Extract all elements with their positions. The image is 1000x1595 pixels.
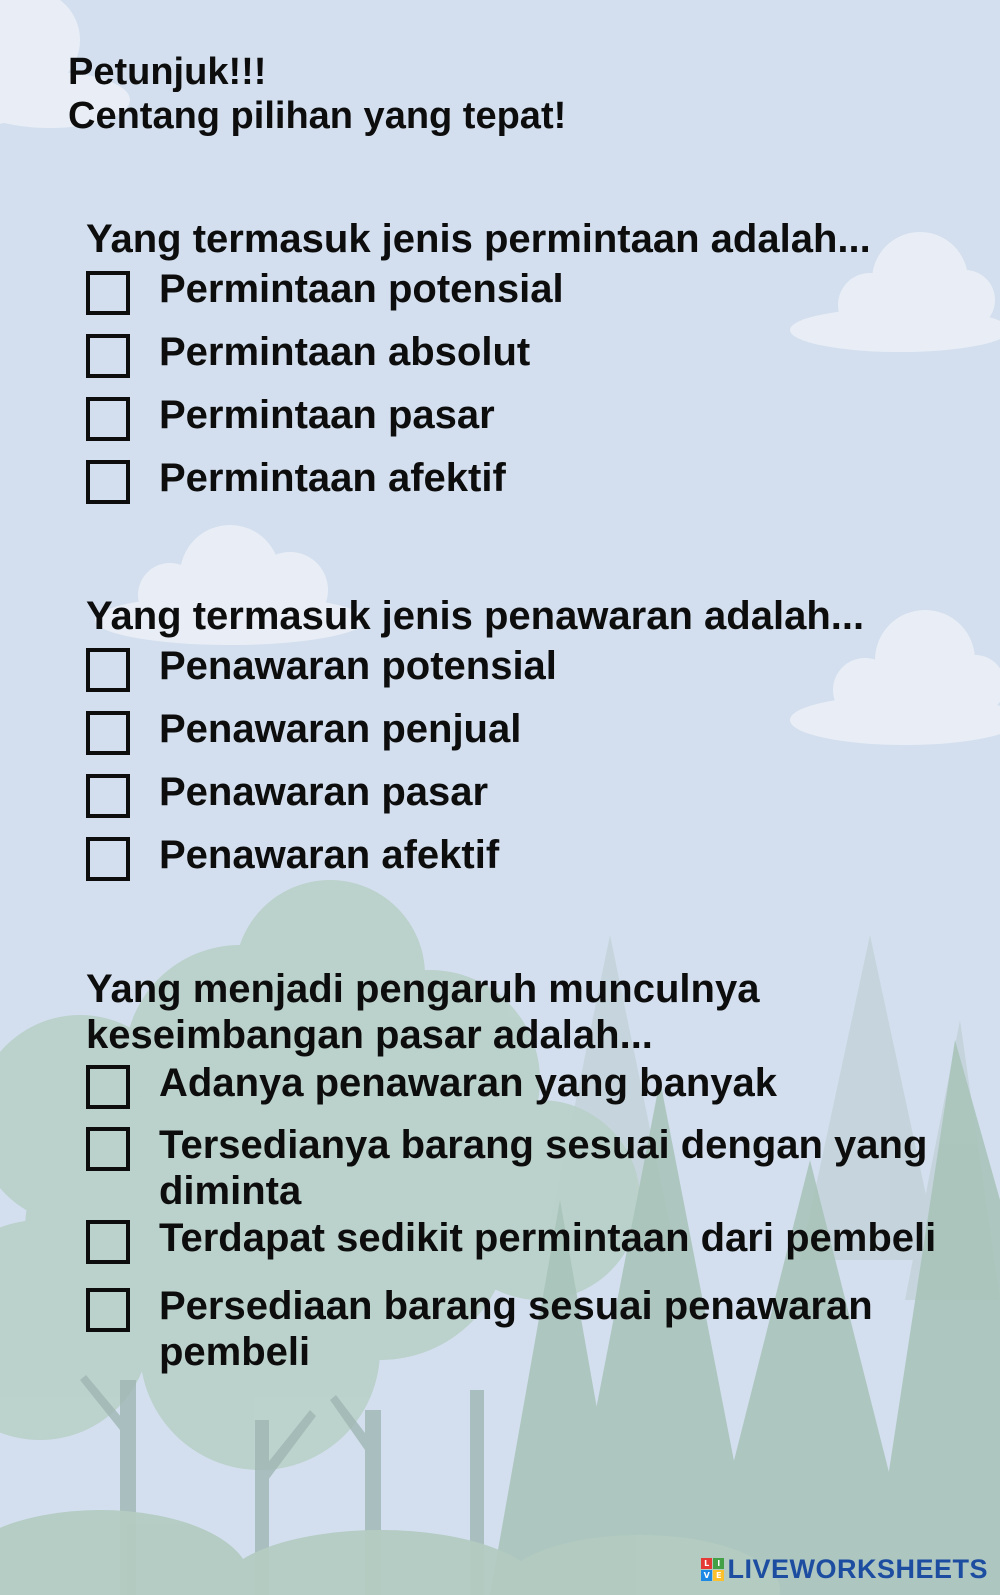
- checkbox-icon[interactable]: [86, 460, 130, 504]
- checkbox-icon[interactable]: [86, 1220, 130, 1264]
- option-2-1[interactable]: [86, 643, 986, 692]
- option-3-2[interactable]: [86, 1122, 986, 1214]
- option-1-3[interactable]: [86, 392, 986, 441]
- option-label[interactable]: Permintaan potensial: [159, 267, 564, 311]
- checkbox-icon[interactable]: [86, 1288, 130, 1332]
- checkbox-icon[interactable]: [86, 1065, 130, 1109]
- liveworksheets-logo-icon: [701, 1558, 724, 1581]
- checkbox-icon[interactable]: [86, 334, 130, 378]
- checkbox-icon[interactable]: [86, 1127, 130, 1171]
- option-3-4[interactable]: [86, 1283, 986, 1375]
- option-3-3[interactable]: [86, 1215, 986, 1264]
- option-3-1[interactable]: [86, 1060, 986, 1109]
- option-1-1[interactable]: [86, 266, 986, 315]
- option-2-2[interactable]: [86, 706, 986, 755]
- checkbox-icon[interactable]: [86, 271, 130, 315]
- option-label[interactable]: Permintaan afektif: [159, 456, 506, 500]
- option-label[interactable]: Penawaran pasar: [159, 770, 489, 814]
- option-label[interactable]: Tersedianya barang sesuai dengan yang diminta: [159, 1123, 928, 1213]
- logo-letter-l: L: [701, 1558, 712, 1569]
- logo-letter-e: E: [713, 1570, 724, 1581]
- option-label[interactable]: Penawaran afektif: [159, 833, 500, 877]
- instructions-text: Centang pilihan yang tepat!: [68, 95, 567, 137]
- checkbox-icon[interactable]: [86, 774, 130, 818]
- instructions-title: Petunjuk!!!: [68, 51, 267, 93]
- option-1-2[interactable]: [86, 329, 986, 378]
- question-1: Yang termasuk jenis permintaan adalah...: [86, 217, 871, 261]
- checkbox-icon[interactable]: [86, 711, 130, 755]
- option-1-4[interactable]: [86, 455, 986, 504]
- question-3: [86, 966, 759, 1058]
- brand-text: LIVEWORKSHEETS: [727, 1554, 988, 1584]
- logo-letter-i: I: [713, 1558, 724, 1569]
- option-label[interactable]: Adanya penawaran yang banyak: [159, 1061, 778, 1105]
- question-3-line-2: keseimbangan pasar adalah...: [86, 1013, 653, 1057]
- checkbox-icon[interactable]: [86, 837, 130, 881]
- option-label[interactable]: Terdapat sedikit permintaan dari pembeli: [159, 1216, 937, 1260]
- question-3-line-1: Yang menjadi pengaruh munculnya: [86, 967, 760, 1011]
- option-label[interactable]: Persediaan barang sesuai penawaran pembeli: [159, 1284, 873, 1374]
- question-2: Yang termasuk jenis penawaran adalah...: [86, 594, 865, 638]
- checkbox-icon[interactable]: [86, 397, 130, 441]
- logo-letter-v: V: [701, 1570, 712, 1581]
- option-label[interactable]: Permintaan absolut: [159, 330, 531, 374]
- option-label[interactable]: Permintaan pasar: [159, 393, 495, 437]
- liveworksheets-brand[interactable]: [701, 1554, 988, 1585]
- option-2-3[interactable]: [86, 769, 986, 818]
- checkbox-icon[interactable]: [86, 648, 130, 692]
- instructions: [68, 50, 566, 138]
- option-2-4[interactable]: [86, 832, 986, 881]
- option-label[interactable]: Penawaran penjual: [159, 707, 522, 751]
- option-label[interactable]: Penawaran potensial: [159, 644, 557, 688]
